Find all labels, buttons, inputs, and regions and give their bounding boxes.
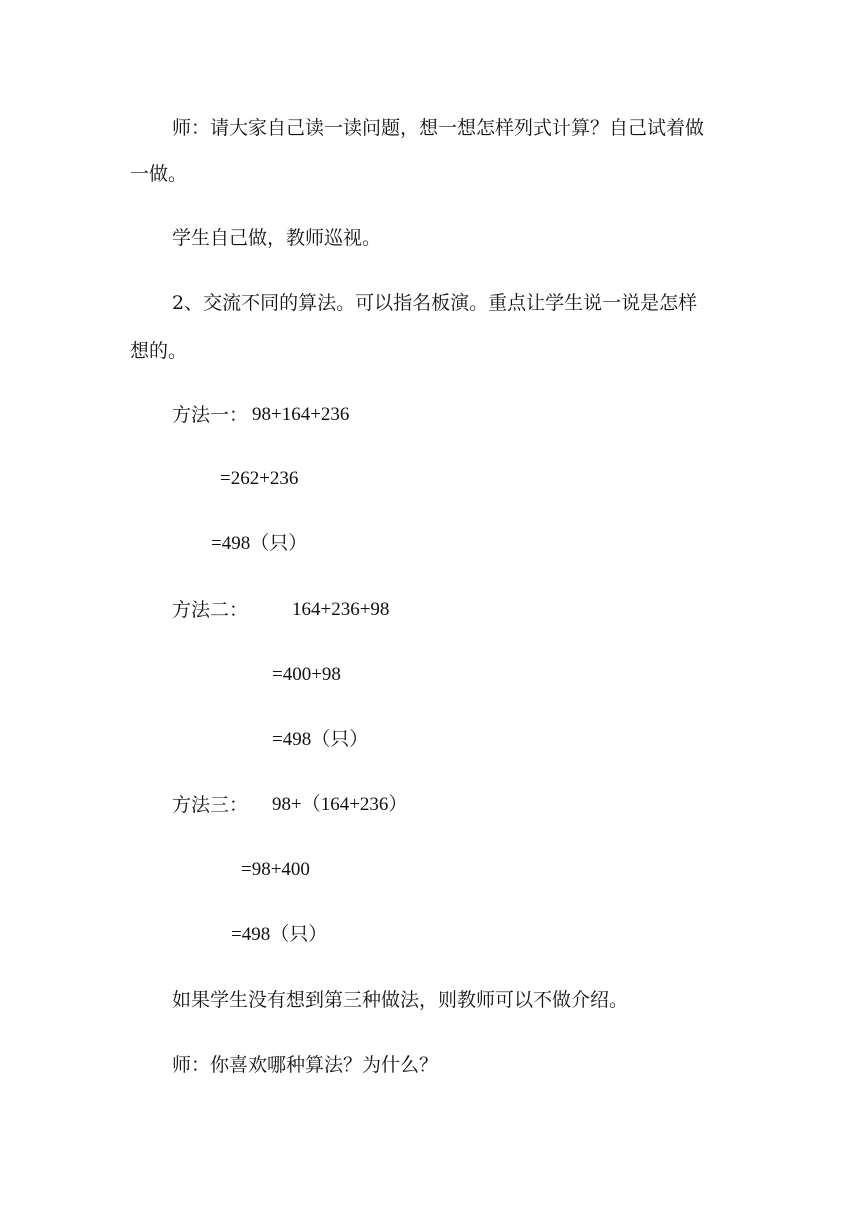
method-one-result: =498（只） [211,533,308,554]
paragraph-teacher-prompt-line1: 师：请大家自己读一读问题，想一想怎样列式计算？自己试着做 [172,117,705,139]
method-two-step1: =400+98 [272,664,341,685]
method-two-result: =498（只） [272,729,369,750]
paragraph-teacher-question: 师：你喜欢哪种算法？为什么？ [172,1054,439,1076]
paragraph-exchange-methods-line1: 2、交流不同的算法。可以指名板演。重点让学生说一说是怎样 [172,292,698,314]
method-one-expression: 98+164+236 [252,404,350,425]
method-three-label: 方法三： [172,794,249,816]
method-three-step1: =98+400 [241,859,310,880]
method-three-result: =498（只） [231,924,328,945]
paragraph-teacher-prompt-line2: 一做。 [130,163,188,185]
paragraph-third-method-note: 如果学生没有想到第三种做法，则教师可以不做介绍。 [172,989,629,1011]
method-two-expression: 164+236+98 [292,599,390,620]
method-two-label: 方法二： [172,599,249,621]
method-three-expression: 98+（164+236） [272,794,408,815]
method-one-label: 方法一： [172,404,249,426]
method-one-step1: =262+236 [220,468,299,489]
paragraph-students-work: 学生自己做，教师巡视。 [172,227,382,249]
paragraph-exchange-methods-line2: 想的。 [130,340,188,362]
